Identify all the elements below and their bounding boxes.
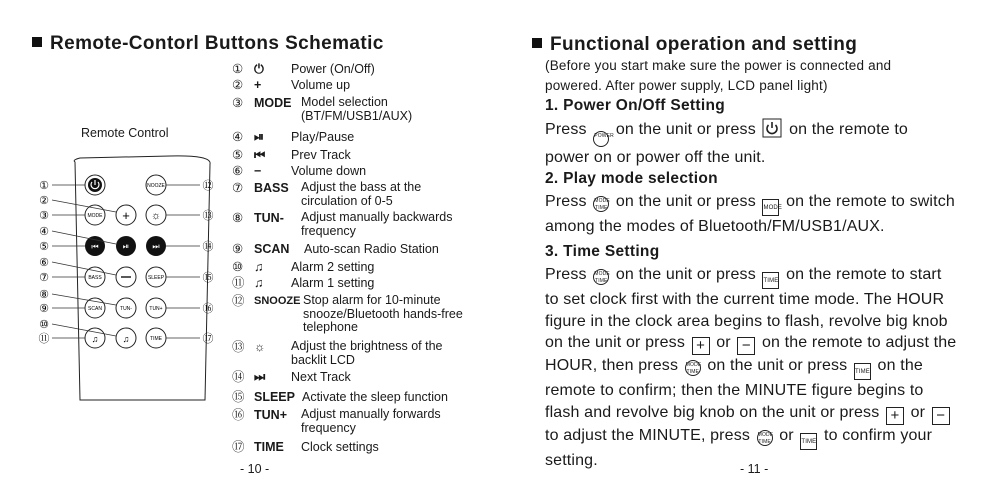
remote-label: Remote Control: [81, 126, 169, 140]
remote-tun-minus-text: TUN-: [120, 306, 132, 312]
svg-text:⏯: ⏯: [122, 242, 130, 251]
section-heading-time: 3. Time Setting: [545, 243, 660, 260]
svg-text:⑯: ⑯: [202, 303, 214, 315]
unit-power-button-icon: POWER: [593, 131, 609, 147]
alarm1-icon: ♫: [254, 276, 264, 290]
left-section-title: Remote-Contorl Buttons Schematic: [32, 33, 384, 55]
svg-text:⏮: ⏮: [91, 242, 99, 251]
svg-text:②: ②: [39, 195, 49, 207]
callout-numbers-left: [39, 180, 50, 345]
remote-time-button-icon: TIME: [854, 363, 871, 380]
plus-button-icon: +: [886, 407, 904, 425]
remote-time-text: TIME: [150, 336, 162, 342]
callout-lines-right: [166, 185, 200, 338]
section-heading-power: 1. Power On/Off Setting: [545, 97, 725, 114]
svg-text:④: ④: [39, 226, 49, 238]
svg-text:⑨: ⑨: [39, 303, 49, 315]
svg-text:⑧: ⑧: [39, 289, 49, 301]
alarm2-icon: ♫: [254, 260, 264, 274]
bullet-square-icon: [532, 38, 542, 48]
callout-lines-left: [52, 185, 116, 338]
plus-button-icon: +: [692, 337, 710, 355]
section-body-time: Press MODE TIME on the unit or press TIME on the remote to start to set clock first with the current time mode. The HOUR figure in the clock area begins to flash, revolve big knob on the unit or press + or − on the remote to adjust the HOUR, then press MODE TIME on the unit or press TIME on the remote to confirm; then the MINUTE figure begins to flash and revolve big knob on the unit or press + or − to adjust the MINUTE, press MODE TIME or TIME to confirm your setting.: [545, 266, 957, 469]
svg-text:③: ③: [39, 210, 49, 222]
right-section-title: Functional operation and setting: [532, 34, 857, 56]
unit-mode-time-button-icon: MODE TIME: [685, 362, 702, 375]
power-icon: [762, 118, 782, 145]
section-body-mode: Press MODE TIME on the unit or press MODE on the remote to switch among the modes of Bluetooth/FM/USB1/AUX.: [545, 193, 955, 235]
brightness-icon: ☼: [254, 340, 266, 354]
remote-snooze-text: NOOZE: [147, 183, 165, 189]
svg-text:⏭: ⏭: [152, 242, 160, 251]
svg-text:☼: ☼: [150, 210, 162, 222]
svg-text:⑪: ⑪: [38, 333, 50, 345]
svg-text:⑮: ⑮: [202, 272, 214, 284]
page-number-left: - 10 -: [240, 462, 270, 476]
unit-mode-time-button-icon: MODE TIME: [594, 271, 610, 284]
remote-tun-plus-text: TUN+: [149, 306, 163, 312]
remote-sleep-text: SLEEP: [147, 275, 165, 281]
section-body-power: Press POWER on the unit or press on the remote to power on or power off the unit.: [545, 118, 908, 169]
svg-text:⑫: ⑫: [202, 180, 214, 192]
svg-text:⑭: ⑭: [202, 241, 214, 253]
svg-text:⑤: ⑤: [39, 241, 49, 253]
unit-mode-time-button-icon: MODE TIME: [594, 198, 610, 211]
remote-control-diagram: [30, 150, 230, 405]
unit-mode-time-button-icon: MODE TIME: [757, 431, 774, 445]
section-heading-mode: 2. Play mode selection: [545, 170, 718, 187]
remote-bass-text: BASS: [88, 275, 102, 281]
remote-time-button-icon: TIME: [800, 433, 817, 450]
svg-text:♫: ♫: [122, 334, 130, 344]
intro-note: (Before you start make sure the power is connected and powered. After power supply, LCD panel light): [545, 58, 892, 93]
svg-text:+: +: [122, 208, 130, 223]
svg-text:⑰: ⑰: [202, 333, 214, 345]
remote-time-button-icon: TIME: [762, 272, 779, 289]
svg-text:♫: ♫: [91, 334, 99, 344]
page-number-right: - 11 -: [740, 462, 769, 476]
svg-text:⑦: ⑦: [39, 272, 49, 284]
minus-button-icon: −: [932, 407, 950, 425]
svg-text:①: ①: [39, 180, 49, 192]
remote-scan-text: SCAN: [88, 306, 102, 312]
svg-text:⑩: ⑩: [39, 319, 49, 331]
remote-mode-button-icon: MODE: [762, 199, 779, 216]
bullet-square-icon: [32, 37, 42, 47]
minus-button-icon: −: [737, 337, 755, 355]
remote-mode-text: MODE: [87, 213, 103, 219]
svg-text:⑥: ⑥: [39, 257, 49, 269]
svg-text:⑬: ⑬: [202, 210, 214, 222]
